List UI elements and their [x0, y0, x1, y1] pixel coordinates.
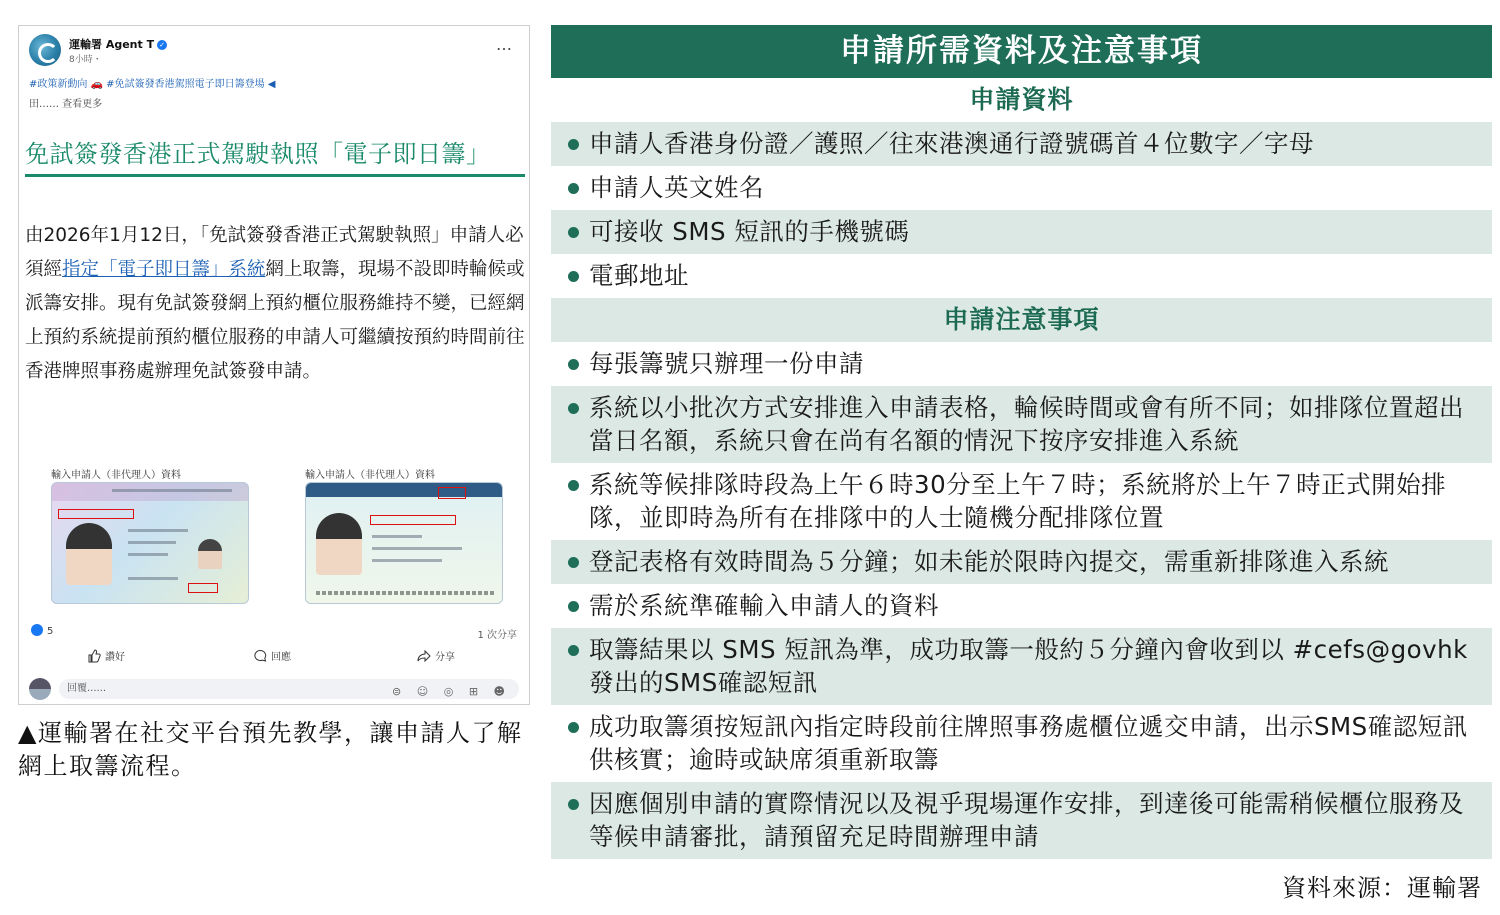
- bullet-icon: [568, 139, 579, 150]
- card-text-line: [128, 553, 168, 556]
- list-item-text: 因應個別申請的實際情況以及視乎現場運作安排，到達後可能需稍候櫃位服務及等候申請審批，請預留充足時間辦理申請: [589, 789, 1464, 851]
- list-item-text: 每張籌號只辦理一份申請: [589, 349, 864, 378]
- id-card-example-right: [275, 466, 515, 616]
- card-text-line: [128, 541, 176, 544]
- bullet-icon: [568, 183, 579, 194]
- permit-card-image: [305, 482, 503, 604]
- like-label: 讚好: [105, 652, 125, 663]
- list-item: [551, 463, 1492, 540]
- id-card-example-left: [21, 466, 261, 616]
- more-options-icon[interactable]: …: [496, 35, 513, 54]
- share-button[interactable]: [417, 648, 455, 663]
- list-item: [551, 210, 1492, 254]
- card-text-line: [372, 547, 462, 550]
- photo-caption: ▲運輸署在社交平台預先教學，讓申請人了解網上取籌流程。: [18, 719, 523, 780]
- list-item: [551, 705, 1492, 782]
- section-header-notes: 申請注意事項: [551, 298, 1492, 342]
- info-title: 申請所需資料及注意事項: [551, 25, 1492, 78]
- comment-placeholder: 回覆......: [67, 683, 107, 694]
- user-avatar[interactable]: [29, 678, 51, 700]
- card-text-line: [372, 535, 422, 538]
- bullet-icon: [568, 799, 579, 810]
- list-item: [551, 254, 1492, 298]
- list-item: [551, 540, 1492, 584]
- card-header-strip: [306, 483, 502, 497]
- english-name-highlight-box: [370, 515, 456, 525]
- thumbs-up-icon: [87, 649, 101, 663]
- comment-tool-icons[interactable]: ⊜ ☺ ◎ ⊞ ☻: [392, 685, 511, 698]
- id-caption-left: 輸入申請人（非代理人）資料: [51, 470, 181, 481]
- card-header-strip: [52, 483, 248, 501]
- comment-bar: [29, 678, 519, 700]
- card-text-line: [128, 529, 188, 532]
- list-item-text: 電郵地址: [589, 261, 689, 290]
- list-item-text: 成功取籌須按短訊內指定時段前往牌照事務處櫃位遞交申請，出示SMS確認短訊供核實；逾時或缺席須重新取籌: [589, 712, 1468, 774]
- like-badge-icon: [31, 624, 43, 636]
- bullet-icon: [568, 227, 579, 238]
- list-item: [551, 386, 1492, 463]
- comment-bubble-icon: [253, 649, 267, 663]
- article-body: [25, 219, 525, 389]
- card-photo: [316, 513, 362, 575]
- list-item-text: 系統以小批次方式安排進入申請表格，輪候時間或會有所不同；如排隊位置超出當日名額，系統只會在尚有名額的情況下按序安排進入系統: [589, 393, 1464, 455]
- bullet-icon: [568, 359, 579, 370]
- list-item-text: 可接收 SMS 短訊的手機號碼: [589, 217, 910, 246]
- post-time: 8小時・: [69, 55, 102, 65]
- share-arrow-icon: [417, 649, 431, 663]
- page-avatar[interactable]: [29, 34, 61, 66]
- card-mrz: [316, 591, 496, 595]
- comment-label: 回應: [271, 652, 291, 663]
- list-item: [551, 628, 1492, 705]
- name-highlight-box: [58, 509, 134, 519]
- bullet-icon: [568, 271, 579, 282]
- bullet-icon: [568, 480, 579, 491]
- list-item: [551, 166, 1492, 210]
- see-more-link[interactable]: 田…… 查看更多: [29, 99, 103, 110]
- comment-button[interactable]: [253, 648, 291, 663]
- page-name-text: 運輸署 Agent T: [69, 38, 155, 51]
- post-header: [29, 32, 519, 122]
- body-text-2: 網上取籌，現場不設即時輪候或派籌安排。現有免試簽發網上預約櫃位服務維持不變，已經網上預約系統提前預約櫃位服務的申請人可繼續按預約時間前往香港牌照事務處辦理免試簽發申請。: [25, 259, 525, 382]
- bullet-icon: [568, 722, 579, 733]
- like-button[interactable]: [87, 648, 125, 663]
- reaction-count-text: 5: [47, 626, 54, 637]
- comment-input[interactable]: [59, 679, 519, 699]
- article-title: 免試簽發香港正式駕駛執照「電子即日籌」: [25, 140, 491, 168]
- page-name[interactable]: [69, 36, 167, 52]
- card-text-line: [112, 489, 232, 492]
- list-item: [551, 342, 1492, 386]
- bullet-icon: [568, 403, 579, 414]
- post-action-bar: [19, 646, 529, 668]
- list-item-text: 需於系統準確輸入申請人的資料: [589, 591, 939, 620]
- social-post-screenshot: [18, 25, 530, 705]
- title-divider: [25, 174, 525, 177]
- list-item-text: 申請人英文姓名: [589, 173, 764, 202]
- id-caption-right: 輸入申請人（非代理人）資料: [305, 470, 435, 481]
- source-credit: 資料來源：運輸署: [1282, 874, 1482, 902]
- list-item: [551, 122, 1492, 166]
- share-label: 分享: [435, 652, 455, 663]
- info-table: [551, 25, 1492, 859]
- hkid-card-image: [51, 482, 249, 604]
- section-header-application-info: 申請資料: [969, 85, 1074, 114]
- permit-number-highlight-box: [438, 487, 466, 499]
- list-item-text: 取籌結果以 SMS 短訊為準，成功取籌一般約５分鐘內會收到以 #cefs@govhk發出的SMS確認短訊: [589, 635, 1468, 697]
- share-count[interactable]: 1 次分享: [477, 630, 517, 641]
- post-hashtags[interactable]: #政策新動向 🚗 #免試簽發香港駕照電子即日籌登場 ◀: [29, 79, 276, 90]
- list-item-text: 申請人香港身份證／護照／往來港澳通行證號碼首４位數字／字母: [589, 129, 1314, 158]
- list-item: [551, 584, 1492, 628]
- id-number-highlight-box: [188, 583, 218, 593]
- system-link[interactable]: 指定「電子即日籌」系統: [62, 259, 266, 280]
- list-item-text: 登記表格有效時間為５分鐘；如未能於限時內提交，需重新排隊進入系統: [589, 547, 1389, 576]
- reaction-count[interactable]: [31, 624, 53, 637]
- card-text-line: [128, 577, 178, 580]
- verified-icon: ✓: [157, 40, 167, 50]
- card-photo-small: [198, 539, 222, 569]
- bullet-icon: [568, 601, 579, 612]
- list-item-text: 系統等候排隊時段為上午６時30分至上午７時；系統將於上午７時正式開始排隊，並即時為所有在排隊中的人士隨機分配排隊位置: [589, 470, 1447, 532]
- card-photo: [66, 523, 112, 585]
- body-text-1: 由2026年1月12日，「免試簽發香港正式駕駛執照」申請人必須經: [25, 225, 524, 280]
- bullet-icon: [568, 645, 579, 656]
- card-text-line: [372, 559, 442, 562]
- list-item: [551, 782, 1492, 859]
- bullet-icon: [568, 557, 579, 568]
